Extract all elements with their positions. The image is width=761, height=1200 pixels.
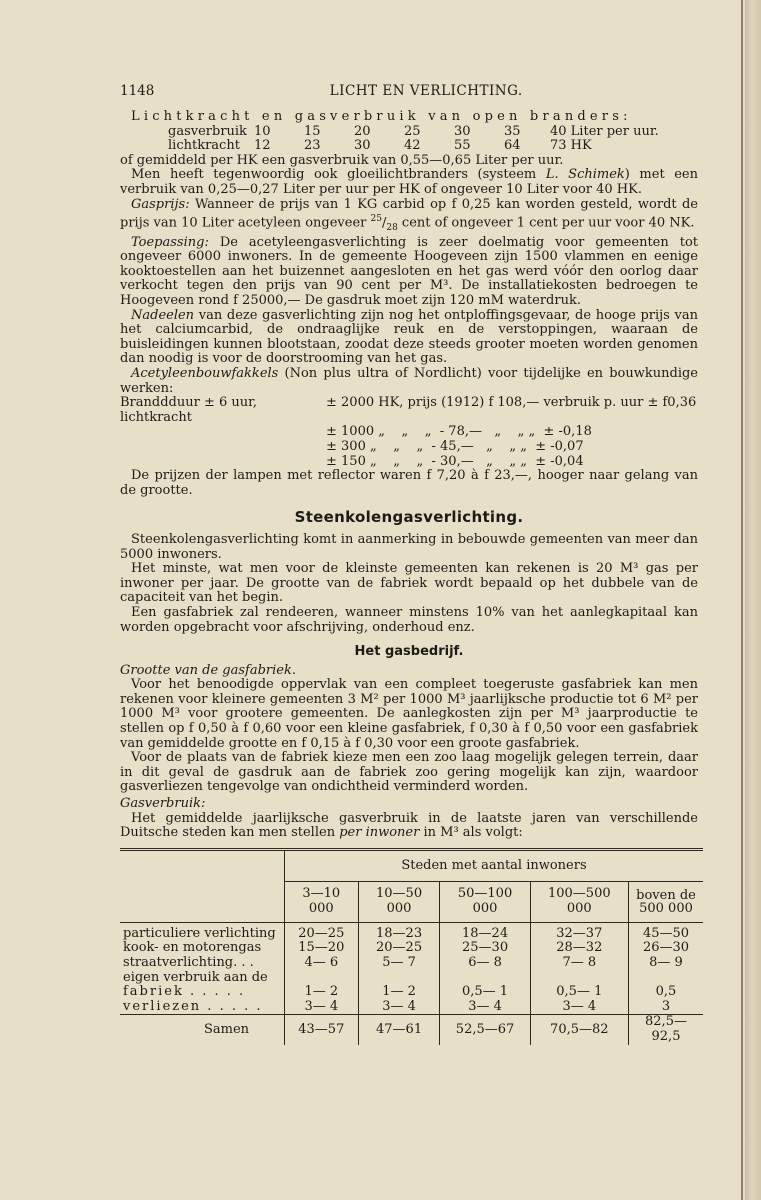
branders-row-lichtkracht: lichtkracht 12 23 30 42 55 64 73 HK	[168, 138, 592, 154]
bouwfakkel-row: Branddduur ± 6 uur, lichtkracht ± 2000 HK, prijs (1912) f 108,— verbruik p. uur ± f0,36	[120, 395, 697, 425]
steenkolen-paragraph-1: Steenkolengasverlichting komt in aanmerking in bebouwde gemeenten van meer dan 5000 inwoners.	[120, 531, 698, 562]
column-header: 10—50 000	[358, 881, 440, 922]
subheading-grootte: Grootte van de gasfabriek.	[120, 662, 296, 678]
page-number: 1148	[120, 83, 155, 99]
page-header	[120, 84, 698, 110]
subheading-gasverbruik: Gasverbruik:	[120, 796, 206, 812]
bouwfakkels-paragraph: Acetyleenbouwfakkels (Non plus ultra of Nordlicht) voor tijdelijke en bouwkundige werken:	[120, 366, 698, 396]
branders-title: Lichtkracht en gasverbruik van open branders:	[131, 109, 632, 124]
gasbedrijf-paragraph-1: Voor het benoodigde oppervlak van een compleet toegeruste gasfabriek kan men rekenen voor kleinere gemeenten 3 M² per 1000 M³ jaarlijksche productie tot 6 M² per 1000 M³ voor grootere gemeenten. De aanlegkosten zijn per M³ jaarproductie te stellen op f 0,50 à f 0,60 voor een kleine gasfabriek, f 0,30 à f 0,50 voor een gasfabriek van gemiddelde grootte en f 0,15 à f 0,30 voor een groote gasfabriek.	[120, 677, 698, 751]
nadeelen-paragraph: Nadeelen van deze gasverlichting zijn nog het ontploffingsgevaar, de hooge prijs van het calciumcarbid, de ondraaglijke reuk en de verstoppingen, waaraan de buisleidingen kunnen blootstaan, zoodat deze steeds grooter moeten worden genomen dan noodig is voor de doorstrooming van het gas.	[120, 307, 698, 367]
table-row: straatverlichting. . . 4— 6 5— 7 6— 8 7— 8 8— 9	[120, 956, 703, 971]
column-header: boven de 500 000	[629, 881, 704, 922]
page-content	[120, 84, 698, 1045]
branders-average: of gemiddeld per HK een gasverbruik van 0,55—0,65 Liter per uur.	[120, 152, 564, 168]
bouwfakkel-row: ± 150 „ „ „ - 30,— „ „ „ ± -0,04	[326, 453, 584, 469]
column-header: 100—500 000	[530, 881, 628, 922]
gloeilicht-paragraph: Men heeft tegenwoordig ook gloeilichtbranders (systeem L. Schimek) met een verbruik van 0,25—0,27 Liter per uur per HK of ongeveer 10 Liter voor 40 HK.	[120, 167, 698, 197]
table-row: particuliere verlichting 20—25 18—23 18—24 32—37 45—50	[120, 922, 703, 941]
heading-steenkolengasverlichting: Steenkolengasverlichting.	[294, 508, 524, 527]
bouwfakkel-row: ± 300 „ „ „ - 45,— „ „ „ ± -0,07	[326, 438, 584, 454]
column-header: 3—10 000	[285, 881, 359, 922]
steenkolen-paragraph-2: Het minste, wat men voor de kleinste gemeenten kan rekenen is 20 M³ gas per inwoner per jaar. De grootte van de fabriek wordt bepaald op het dubbele van de capaciteit van het begin.	[120, 561, 698, 606]
gasbedrijf-paragraph-3: Het gemiddelde jaarlijksche gasverbruik in de laatste jaren van verschillende Duitsche steden kan men stellen per inwoner in M³ als volgt:	[120, 810, 698, 841]
running-title: LICHT EN VERLICHTING.	[329, 83, 523, 99]
page-fold-line	[741, 0, 743, 1200]
gasverbruik-table	[120, 848, 703, 1045]
table-row: kook- en motorengas 15—20 20—25 25—30 28—32 26—30	[120, 941, 703, 956]
toepassing-paragraph: Toepassing: De acetyleengasverlichting is zeer doelmatig voor gemeenten tot ongeveer 6000 inwoners. In de gemeente Hoogeveen zijn 1500 vlammen en eenige kooktoestellen aan het buizennet aangesloten en het gas werd vóór den oorlog daar verkocht tegen den prijs van 90 cent per M³. De installatiekosten bedroegen te Hoogeveen rond f 25000,— De gasdruk moet zijn 120 mM waterdruk.	[120, 234, 698, 309]
bouwfakkels-list	[120, 396, 698, 469]
table-row: eigen verbruik aan de	[120, 971, 703, 986]
gasbedrijf-paragraph-2: Voor de plaats van de fabriek kieze men een zoo laag mogelijk gelegen terrein, daar in dit geval de gasdruk aan de fabriek zoo gering mogelijk kan zijn, waardoor gasverliezen tengevolge van ondichtheid verminderd worden.	[120, 750, 698, 795]
lampen-prijzen: De prijzen der lampen met reflector waren f 7,20 à f 23,—, hooger naar gelang van de grootte.	[120, 468, 698, 498]
page-edge	[745, 0, 761, 1200]
bouwfakkel-row: ± 1000 „ „ „ - 78,— „ „ „ ± -0,18	[326, 424, 592, 440]
table-total-row: Samen 43—57 47—61 52,5—67 70,5—82 82,5—92,5	[120, 1015, 703, 1045]
table-row: fabriek . . . . . 1— 2 1— 2 0,5— 1 0,5— 1 0,5	[120, 985, 703, 1000]
table-header-row	[120, 849, 703, 881]
table-group-header: Steden met aantal inwoners	[285, 849, 704, 881]
steenkolen-paragraph-3: Een gasfabriek zal rendeeren, wanneer minstens 10% van het aanlegkapitaal kan worden opgebracht voor afschrijving, onderhoud enz.	[120, 604, 698, 635]
table-row: verliezen . . . . . 3— 4 3— 4 3— 4 3— 4 3	[120, 1000, 703, 1015]
gasprijs-paragraph: Gasprijs: Wanneer de prijs van 1 KG carbid op f 0,25 kan worden gesteld, wordt de prijs van 10 Liter acetyleen ongeveer $^{25}/_{28}$ cent of ongeveer 1 cent per uur voor 40 NK.	[120, 196, 698, 234]
branders-row-gasverbruik: gasverbruik 10 15 20 25 30 35 40 Liter per uur.	[168, 123, 659, 139]
table-corner	[120, 849, 285, 922]
heading-gasbedrijf: Het gasbedrijf.	[354, 644, 464, 660]
column-header: 50—100 000	[440, 881, 530, 922]
branders-table	[120, 125, 698, 154]
